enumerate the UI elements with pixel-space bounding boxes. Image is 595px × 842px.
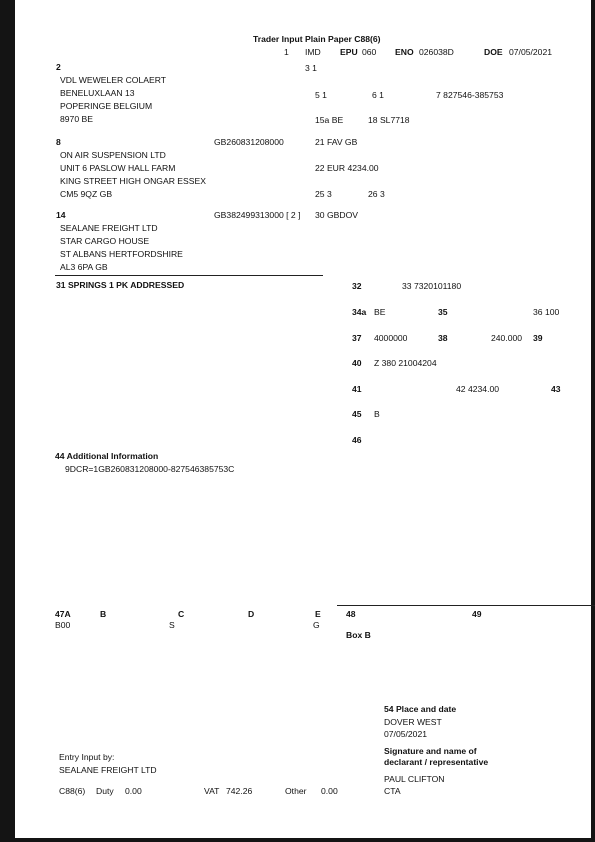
footer-vat-value: 742.26 <box>226 786 253 796</box>
box35-label: 35 <box>438 307 448 317</box>
box38-value: 240.000 <box>491 333 523 343</box>
box6-value: 6 1 <box>372 90 384 100</box>
footer-other-label: Other <box>285 786 307 796</box>
box54-place: DOVER WEST <box>384 717 442 727</box>
box36-value: 36 100 <box>533 307 560 317</box>
box48-top-divider <box>337 605 595 606</box>
exporter-box-number: 2 <box>56 62 61 72</box>
box47-e-label: E <box>315 609 321 619</box>
box54-title: 54 Place and date <box>384 704 457 714</box>
box37-label: 37 <box>352 333 362 343</box>
box54-signature-label: declarant / representative <box>384 757 489 767</box>
footer-duty-value: 0.00 <box>125 786 142 796</box>
box41-label: 41 <box>352 384 362 394</box>
box3-value: 3 1 <box>305 63 317 73</box>
box47-c-label: C <box>178 609 185 619</box>
box47-c-value: S <box>169 620 175 630</box>
box21-value: 21 FAV GB <box>315 137 358 147</box>
box1-value: IMD <box>305 47 321 57</box>
box37-value: 4000000 <box>374 333 408 343</box>
declarant-role: CTA <box>384 786 401 796</box>
box32-label: 32 <box>352 281 362 291</box>
box47-b-label: B <box>100 609 107 619</box>
box15a-value: 15a BE <box>315 115 344 125</box>
eno-value: 026038D <box>419 47 454 57</box>
consignee-line: CM5 9QZ GB <box>60 189 113 199</box>
box31-goods-description: 31 SPRINGS 1 PK ADDRESSED <box>56 280 185 290</box>
consignee-eori: GB260831208000 <box>214 137 284 147</box>
epu-label: EPU <box>340 47 358 57</box>
declarant-line: STAR CARGO HOUSE <box>60 236 150 246</box>
box26-value: 26 3 <box>368 189 385 199</box>
box38-label: 38 <box>438 333 448 343</box>
doe-label: DOE <box>484 47 503 57</box>
box34a-value: BE <box>374 307 386 317</box>
consignee-line: UNIT 6 PASLOW HALL FARM <box>60 163 176 173</box>
box34a-label: 34a <box>352 307 367 317</box>
box43-label: 43 <box>551 384 561 394</box>
box48-label: 48 <box>346 609 356 619</box>
doe-value: 07/05/2021 <box>509 47 553 57</box>
epu-value: 060 <box>362 47 377 57</box>
box47-e-value: G <box>313 620 320 630</box>
footer-vat-label: VAT <box>204 786 220 796</box>
box22-value: 22 EUR 4234.00 <box>315 163 379 173</box>
exporter-line: BENELUXLAAN 13 <box>60 88 135 98</box>
box5-value: 5 1 <box>315 90 327 100</box>
box46-label: 46 <box>352 435 362 445</box>
declarant-box-number: 14 <box>56 210 66 220</box>
additional-info-line: 9DCR=1GB260831208000-827546385753C <box>65 464 235 474</box>
consignee-line: ON AIR SUSPENSION LTD <box>60 150 166 160</box>
entry-input-by: SEALANE FREIGHT LTD <box>59 765 157 775</box>
scan-edge-left <box>0 0 15 842</box>
box42-value: 42 4234.00 <box>456 384 500 394</box>
declarant-name: PAUL CLIFTON <box>384 774 445 784</box>
box47-d-label: D <box>248 609 255 619</box>
box1-number: 1 <box>284 47 289 57</box>
scan-edge-right <box>591 0 595 842</box>
footer-c88: C88(6) <box>59 786 86 796</box>
box-b-label: Box B <box>346 630 371 640</box>
box33-commodity-code: 33 7320101180 <box>402 281 462 291</box>
declarant-line: SEALANE FREIGHT LTD <box>60 223 158 233</box>
footer-duty-label: Duty <box>96 786 114 796</box>
box47-a-value: B00 <box>55 620 71 630</box>
scan-edge-bottom <box>0 838 595 842</box>
entry-input-label: Entry Input by: <box>59 752 115 762</box>
box25-value: 25 3 <box>315 189 332 199</box>
box47-a-label: 47A <box>55 609 71 619</box>
box7-value: 7 827546-385753 <box>436 90 504 100</box>
document-title: Trader Input Plain Paper C88(6) <box>253 34 381 44</box>
box18-value: 18 SL7718 <box>368 115 410 125</box>
box45-value: B <box>374 409 380 419</box>
consignee-box-number: 8 <box>56 137 61 147</box>
consignee-line: KING STREET HIGH ONGAR ESSEX <box>60 176 206 186</box>
footer-other-value: 0.00 <box>321 786 338 796</box>
declarant-line: ST ALBANS HERTFORDSHIRE <box>60 249 183 259</box>
exporter-line: 8970 BE <box>60 114 93 124</box>
box54-signature-label: Signature and name of <box>384 746 477 756</box>
declarant-line: AL3 6PA GB <box>60 262 108 272</box>
declarant-eori: GB382499313000 [ 2 ] <box>214 210 301 220</box>
section-divider <box>55 275 323 276</box>
box40-value: Z 380 21004204 <box>374 358 437 368</box>
box30-value: 30 GBDOV <box>315 210 358 220</box>
exporter-line: POPERINGE BELGIUM <box>60 101 153 111</box>
box40-label: 40 <box>352 358 362 368</box>
box54-date: 07/05/2021 <box>384 729 428 739</box>
eno-label: ENO <box>395 47 414 57</box>
exporter-line: VDL WEWELER COLAERT <box>60 75 167 85</box>
box39-label: 39 <box>533 333 543 343</box>
additional-info-title: 44 Additional Information <box>55 451 159 461</box>
box49-label: 49 <box>472 609 482 619</box>
box45-label: 45 <box>352 409 362 419</box>
